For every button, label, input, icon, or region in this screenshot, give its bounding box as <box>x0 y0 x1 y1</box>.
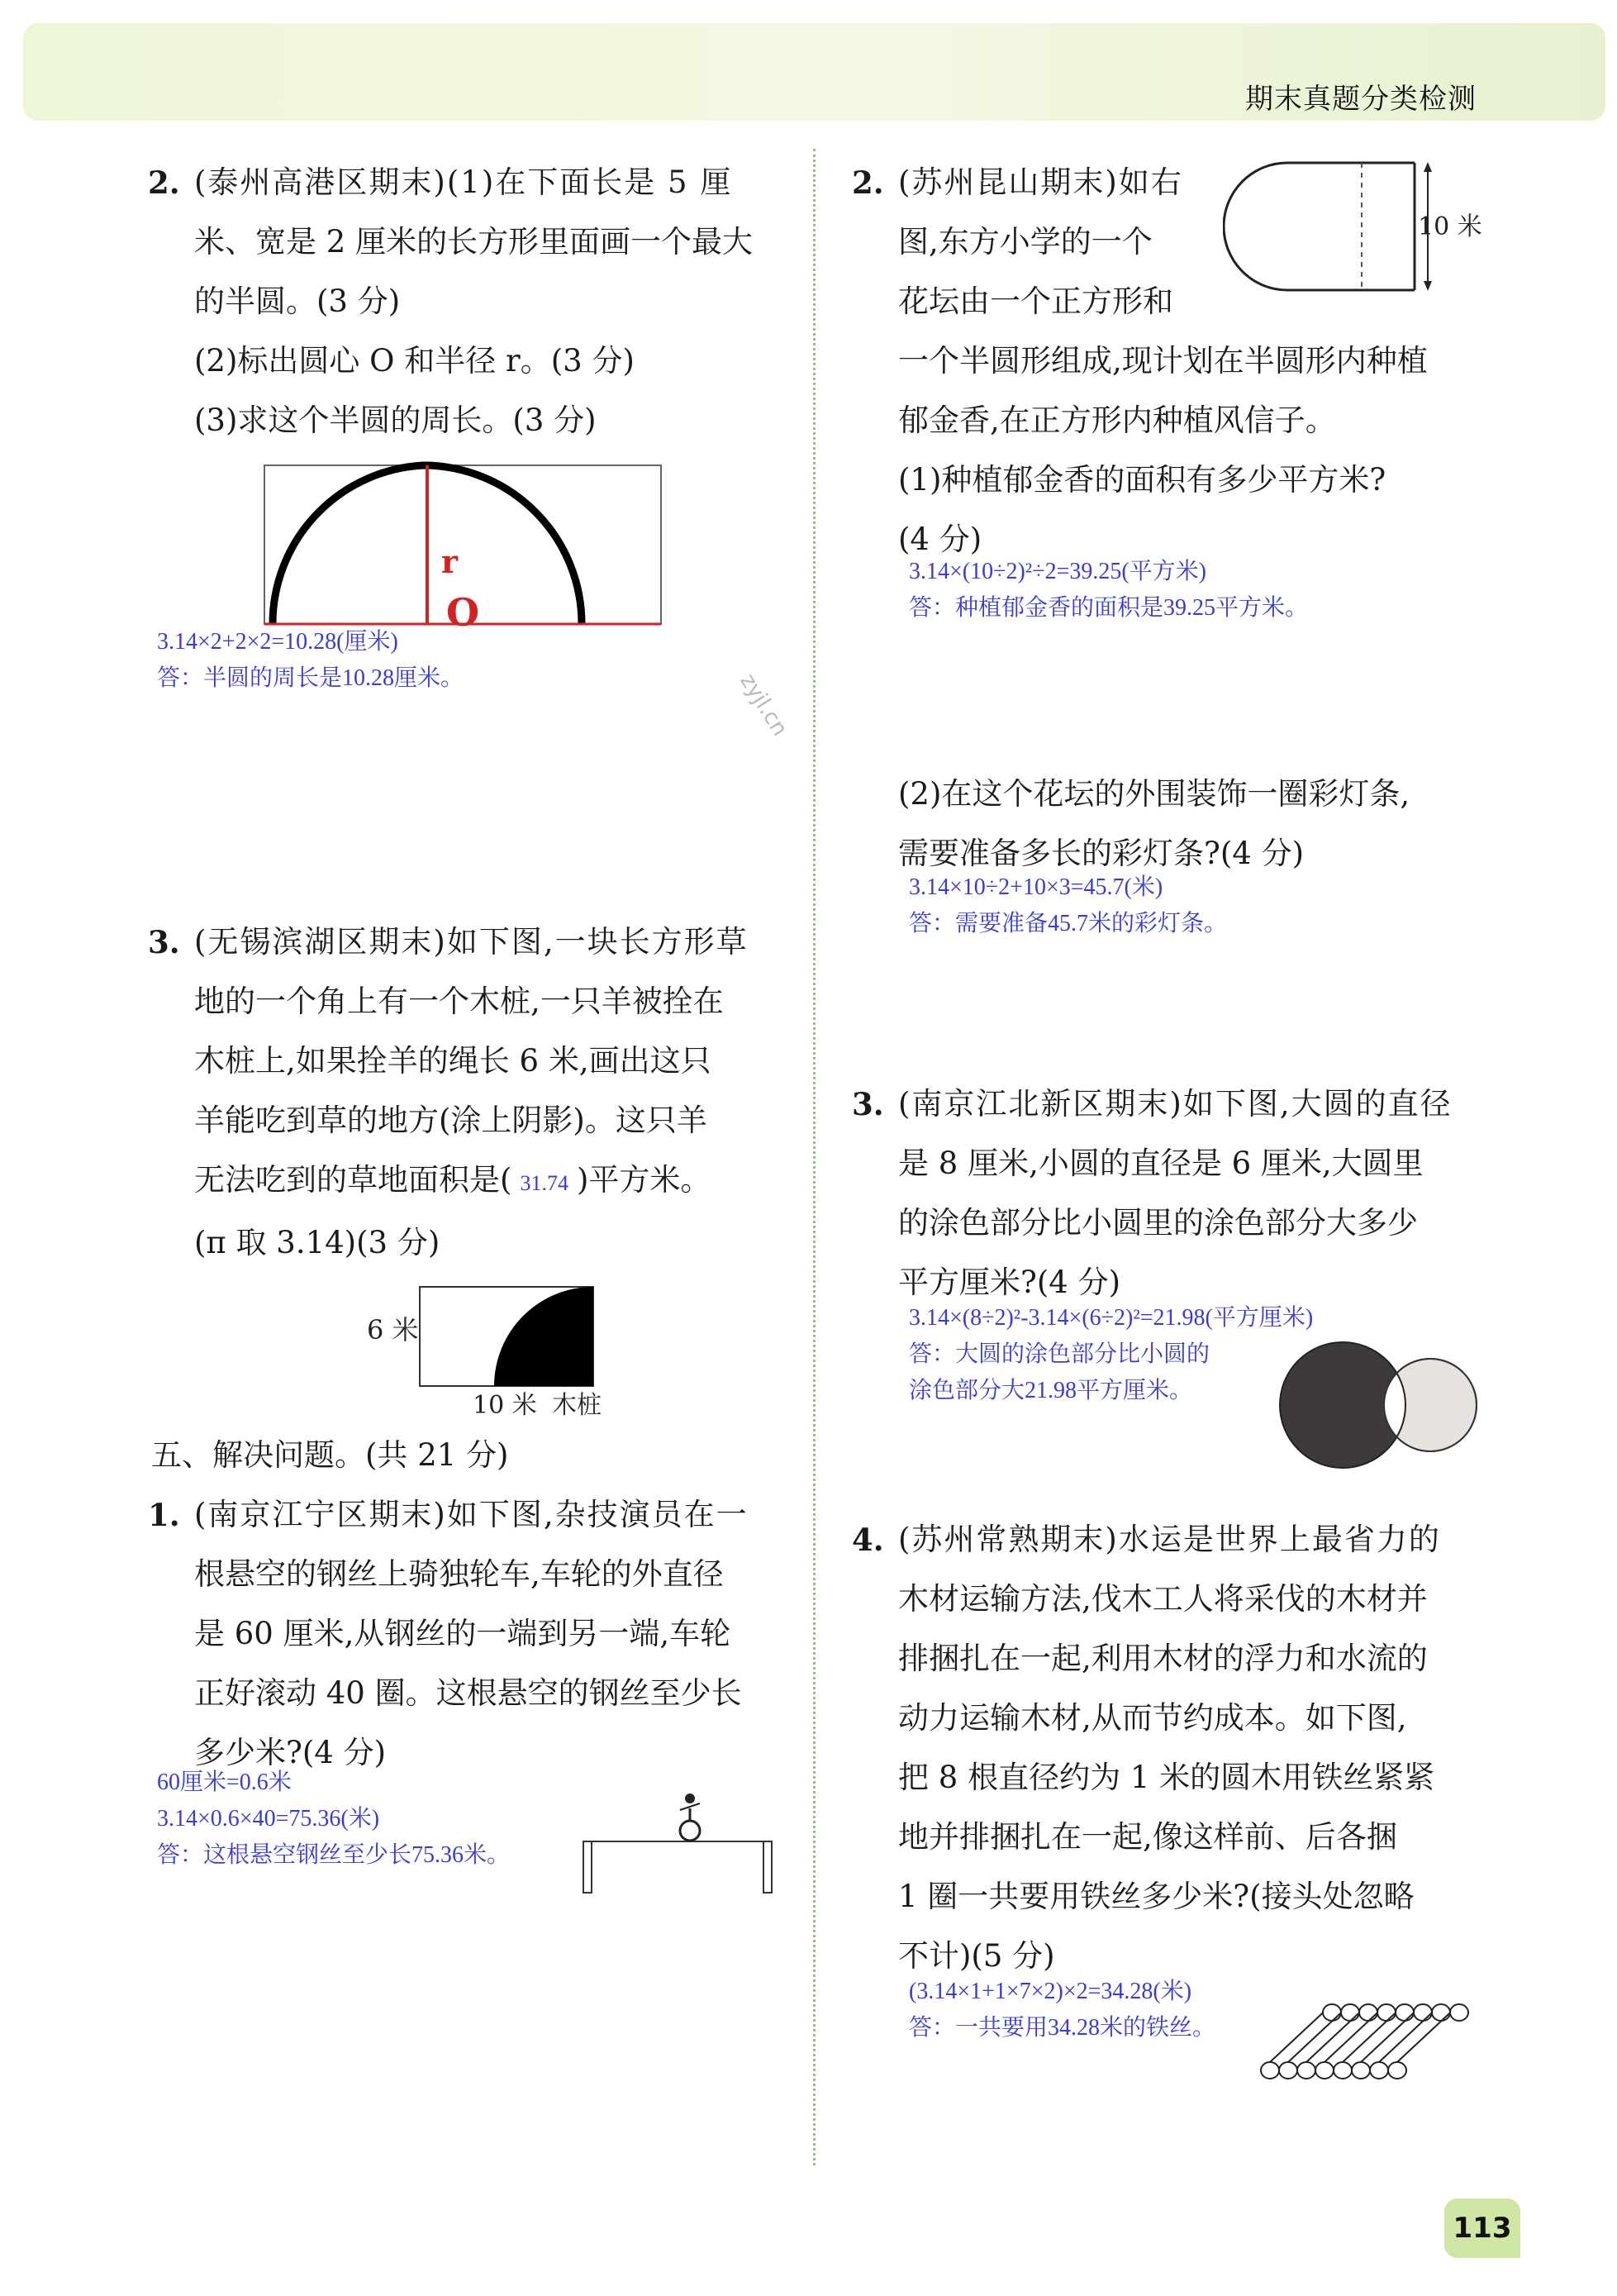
question-text-line: (苏州常熟期末)水运是世界上最省力的 <box>898 1522 1441 1557</box>
answer-block <box>909 554 1308 626</box>
unicycle-wire-figure <box>578 1785 777 1901</box>
question-text-line: (苏州昆山期末)如右 <box>898 164 1183 200</box>
log-front-end <box>1370 2062 1388 2079</box>
header-title: 期末真题分类检测 <box>1245 83 1477 116</box>
two-circles-figure <box>1268 1332 1483 1481</box>
question-text-line: (南京江北新区期末)如下图,大圆的直径 <box>898 1086 1453 1122</box>
page-number: 113 <box>1444 2198 1520 2258</box>
log-back-end <box>1323 2004 1341 2021</box>
question-text-line: 的涂色部分比小圆里的涂色部分大多少 <box>898 1205 1418 1241</box>
question-number: 4. <box>852 1522 884 1558</box>
center-label: O <box>446 590 480 628</box>
log-back-end <box>1414 2004 1432 2021</box>
answer-block <box>909 1974 1215 2046</box>
right-question-2-part-2 <box>855 765 1410 884</box>
watermark: zyjl.cn <box>735 669 792 741</box>
right-question-3 <box>852 1074 1453 1312</box>
question-text-line: (无锡滨湖区期末)如下图,一块长方形草 <box>194 924 749 960</box>
log-front-end <box>1352 2062 1370 2079</box>
question-text-line: (4 分) <box>898 522 982 557</box>
question-number: 2. <box>148 164 180 201</box>
arrow-up-icon <box>1424 162 1432 172</box>
right-question-4 <box>852 1510 1441 1986</box>
question-number: 3. <box>148 924 180 960</box>
question-text-line: (2)标出圆心 O 和半径 r。(3 分) <box>194 343 635 379</box>
dimension-label: 10 米 <box>1418 212 1482 241</box>
right-post <box>763 1841 772 1893</box>
answer-line: 3.14×(10÷2)²÷2=39.25(平方米) <box>909 559 1207 584</box>
answer-line: 3.14×10÷2+10×3=45.7(米) <box>909 874 1163 900</box>
column-divider <box>813 149 816 2165</box>
log-front-end <box>1334 2062 1352 2079</box>
question-text-line: 木材运输方法,伐木工人将采伐的木材并 <box>898 1581 1428 1617</box>
log-front-end <box>1261 2062 1279 2079</box>
answer-line: 3.14×0.6×40=75.36(米) <box>157 1806 380 1832</box>
question-text-line: 一个半圆形组成,现计划在半圆形内种植 <box>898 343 1428 379</box>
left-question-1 <box>148 1485 749 1783</box>
question-text-line: 需要准备多长的彩灯条?(4 分) <box>898 836 1305 871</box>
question-text-line: 地的一个角上有一个木桩,一只羊被拴在 <box>194 984 724 1019</box>
question-text-line: 动力运输木材,从而节约成本。如下图, <box>898 1700 1407 1736</box>
bottom-label-10m: 10 米 <box>473 1391 537 1417</box>
grass-field-figure <box>355 1277 620 1417</box>
answer-line: 60厘米=0.6米 <box>157 1770 292 1795</box>
question-text-line: (南京江宁区期末)如下图,杂技演员在一 <box>194 1497 749 1532</box>
radius-label: r <box>441 543 459 580</box>
question-text-line: 把 8 根直径约为 1 米的圆木用铁丝紧紧 <box>898 1760 1435 1795</box>
flowerbed-figure <box>1223 159 1496 303</box>
log-back-end <box>1377 2004 1396 2021</box>
question-text-line: (3)求这个半圆的周长。(3 分) <box>194 403 597 438</box>
question-text-line: 是 8 厘米,小圆的直径是 6 厘米,大圆里 <box>898 1146 1424 1181</box>
stake-label: 木桩 <box>552 1391 602 1417</box>
eaten-area-shaded <box>494 1287 593 1386</box>
semicircle-part <box>1224 163 1287 290</box>
question-text-line: 羊能吃到草的地方(涂上阴影)。这只羊 <box>194 1103 707 1138</box>
log-raft-figure <box>1252 1988 1483 2087</box>
question-text-line: 花坛由一个正方形和 <box>898 283 1173 319</box>
log-front-end <box>1388 2062 1406 2079</box>
answer-line: 答：种植郁金香的面积是39.25平方米。 <box>909 595 1309 621</box>
answer-block <box>157 624 464 697</box>
question-text-line: 无法吃到的草地面积是( <box>194 1162 512 1198</box>
question-text-line: (π 取 3.14)(3 分) <box>194 1225 440 1260</box>
question-text-line: 平方厘米?(4 分) <box>898 1265 1121 1300</box>
question-text-line: 是 60 厘米,从钢丝的一端到另一端,车轮 <box>194 1616 731 1651</box>
question-text-line: 1 圈一共要用铁丝多少米?(接头处忽略 <box>898 1879 1415 1914</box>
log-front-end <box>1315 2062 1334 2079</box>
inline-answer: 31.74 <box>520 1171 568 1195</box>
left-post <box>583 1841 592 1893</box>
question-text-line: 正好滚动 40 圈。这根悬空的钢丝至少长 <box>194 1675 742 1711</box>
question-number: 1. <box>148 1497 180 1533</box>
question-text-line: 多少米?(4 分) <box>194 1735 387 1770</box>
answer-block <box>157 1765 510 1874</box>
question-text-line: 图,东方小学的一个 <box>898 224 1153 260</box>
answer-line: 答：大圆的涂色部分比小圆的 <box>909 1341 1210 1367</box>
arrow-down-icon <box>1424 281 1432 291</box>
rider-head <box>685 1793 695 1803</box>
log-back-end <box>1450 2004 1468 2021</box>
log-back-end <box>1359 2004 1377 2021</box>
answer-line: 答：这根悬空钢丝至少长75.36米。 <box>157 1842 511 1868</box>
log-back-end <box>1432 2004 1450 2021</box>
question-text-line: 不计)(5 分) <box>898 1938 1055 1974</box>
question-text-line: 的半圆。(3 分) <box>194 283 401 319</box>
left-question-3 <box>148 912 749 1273</box>
question-text-line: 地并排捆扎在一起,像这样前、后各捆 <box>898 1819 1397 1855</box>
left-question-2 <box>148 153 754 450</box>
question-text-line: 木桩上,如果拴羊的绳长 6 米,画出这只 <box>194 1043 711 1079</box>
section-title: 五、解决问题。(共 21 分) <box>151 1437 509 1473</box>
question-number: 2. <box>852 164 884 201</box>
question-number: 3. <box>852 1086 884 1122</box>
log-front-end <box>1279 2062 1297 2079</box>
answer-line: 涂色部分大21.98平方厘米。 <box>909 1378 1193 1403</box>
answer-line: 3.14×2+2×2=10.28(厘米) <box>157 629 398 655</box>
question-text-line: (泰州高港区期末)(1)在下面长是 5 厘 <box>194 164 733 200</box>
side-label-6m: 6 米 <box>367 1314 419 1346</box>
answer-line: 答：一共要用34.28米的铁丝。 <box>909 2015 1216 2041</box>
question-text-line: (2)在这个花坛的外围装饰一圈彩灯条, <box>898 776 1410 812</box>
answer-line: 3.14×(8÷2)²-3.14×(6÷2)²=21.98(平方厘米) <box>909 1305 1314 1331</box>
question-text-line: )平方米。 <box>576 1162 711 1198</box>
answer-line: 答：半圆的周长是10.28厘米。 <box>157 665 464 691</box>
answer-block <box>909 869 1227 942</box>
question-text-line: 郁金香,在正方形内种植风信子。 <box>898 403 1336 438</box>
log-back-end <box>1341 2004 1359 2021</box>
answer-line: (3.14×1+1×7×2)×2=34.28(米) <box>909 1979 1192 2004</box>
question-text-line: 根悬空的钢丝上骑独轮车,车轮的外直径 <box>194 1556 724 1592</box>
question-text-line: 米、宽是 2 厘米的长方形里面画一个最大 <box>194 224 754 260</box>
log-back-end <box>1396 2004 1414 2021</box>
question-text-line: (1)种植郁金香的面积有多少平方米? <box>898 462 1386 498</box>
answer-block <box>909 1300 1313 1409</box>
log-front-end <box>1297 2062 1315 2079</box>
question-text-line: 排捆扎在一起,利用木材的浮力和水流的 <box>898 1641 1428 1676</box>
answer-line: 答：需要准备45.7米的彩灯条。 <box>909 911 1228 936</box>
semicircle-figure <box>263 459 664 628</box>
unicycle-wheel <box>680 1821 700 1841</box>
